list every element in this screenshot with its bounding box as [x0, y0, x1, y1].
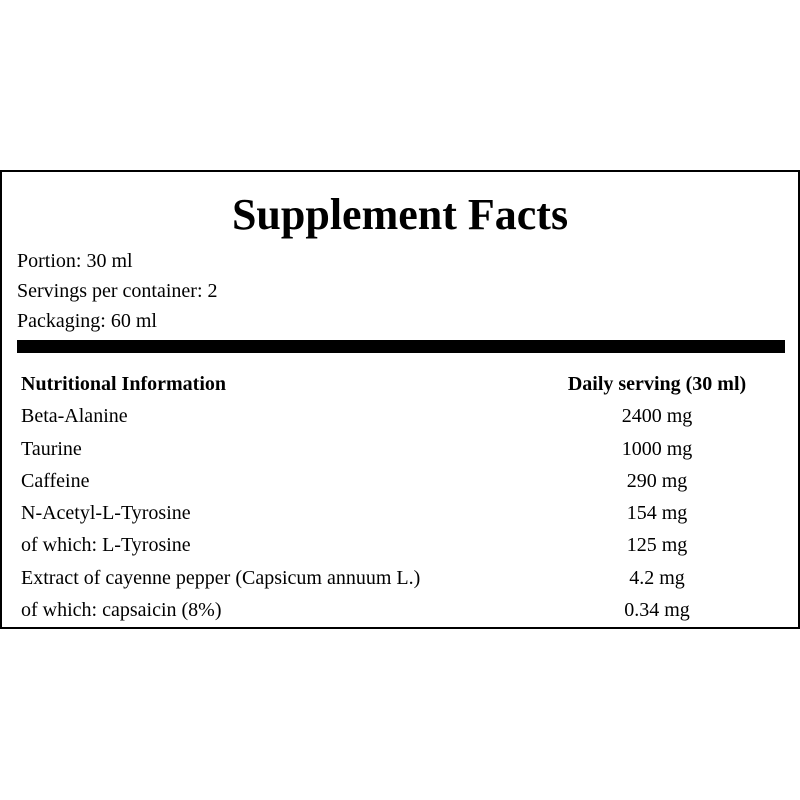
ingredient-amount: 0.34 mg: [624, 599, 690, 622]
table-row: [17, 433, 787, 465]
table-row: [17, 497, 787, 529]
ingredient-name: of which: capsaicin (8%): [21, 599, 222, 622]
ingredient-name: Caffeine: [21, 469, 90, 492]
panel-title: Supplement Facts: [231, 190, 569, 239]
ingredient-name: Taurine: [21, 437, 82, 460]
ingredient-name: N-Acetyl-L-Tyrosine: [21, 502, 191, 525]
ingredient-amount: 125 mg: [626, 534, 688, 557]
nutrition-table: [17, 368, 787, 626]
supplement-facts-panel: [0, 170, 800, 629]
ingredient-name: Beta-Alanine: [21, 405, 128, 428]
ingredient-amount: 1000 mg: [621, 437, 693, 460]
table-row: [17, 594, 787, 626]
table-row: [17, 465, 787, 497]
servings-text: Servings per container: 2: [17, 280, 218, 302]
ingredient-amount: 2400 mg: [621, 405, 693, 428]
ingredient-amount: 154 mg: [626, 502, 688, 525]
ingredient-amount: 4.2 mg: [629, 566, 685, 589]
table-row: [17, 400, 787, 432]
ingredient-amount: 290 mg: [626, 469, 688, 492]
ingredient-name: of which: L-Tyrosine: [21, 534, 191, 557]
separator-bar: [17, 340, 785, 353]
portion-text: Portion: 30 ml: [17, 250, 133, 272]
packaging-text: Packaging: 60 ml: [17, 310, 157, 332]
header-daily-serving: Daily serving (30 ml): [567, 373, 747, 395]
table-row: [17, 529, 787, 561]
table-header-row: [17, 368, 787, 400]
table-row: [17, 562, 787, 594]
header-nutritional-information: Nutritional Information: [21, 373, 226, 395]
ingredient-name: Extract of cayenne pepper (Capsicum annuum L.): [21, 566, 421, 589]
